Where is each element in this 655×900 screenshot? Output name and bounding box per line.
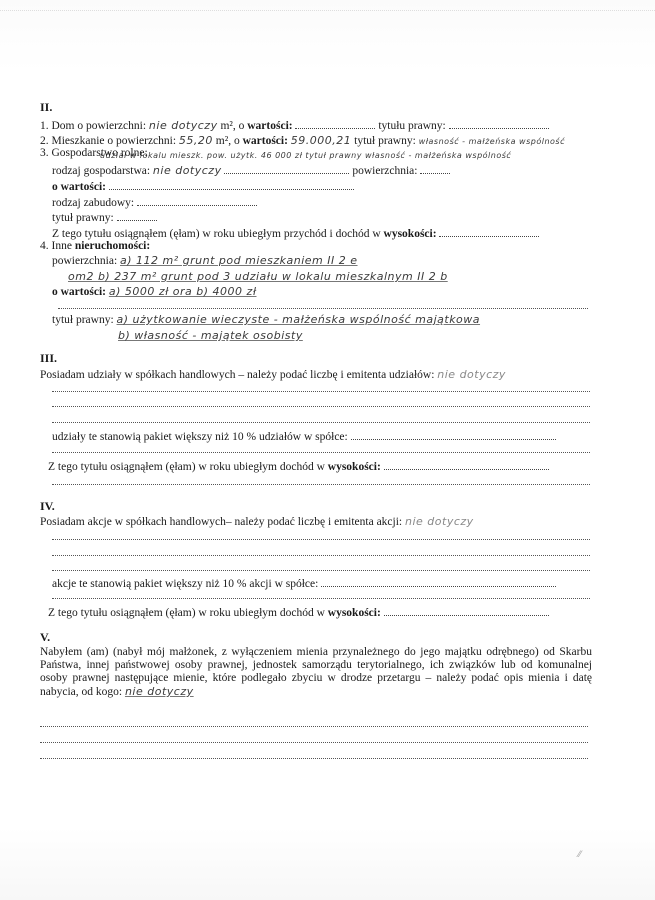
farm-type-line xyxy=(52,163,450,178)
other-title-line-2 xyxy=(118,329,303,343)
farm-label: 3. Gospodarstwo rolne: xyxy=(40,147,148,159)
shares-income-line xyxy=(48,459,549,474)
farm-type-label: rodzaj gospodarstwa: xyxy=(52,165,151,177)
apartment-area-handwritten: 55,20 xyxy=(178,134,213,147)
farm-type-field xyxy=(224,163,349,174)
other-area-handwritten-2: om2 b) 237 m² grunt pod 3 udziału w lokalu mieszkalnym II 2 b xyxy=(68,270,448,283)
apartment-note-handwritten: udział w lokalu mieszk. pow. użytk. 46 000 zł tytuł prawny własność - małżeńska wspólność xyxy=(100,151,512,160)
farm-income-field xyxy=(439,226,539,237)
acquired-rule-3 xyxy=(40,758,588,759)
acquired-property-paragraph xyxy=(40,646,592,699)
shares-packet-field xyxy=(351,429,556,440)
apartment-value-label: wartości: xyxy=(242,135,288,147)
shares-line xyxy=(40,368,506,382)
other-area-line xyxy=(52,254,358,268)
other-area-handwritten: a) 112 m² grunt pod mieszkaniem II 2 e xyxy=(120,254,358,267)
shares-income-bold: wysokości: xyxy=(327,461,381,473)
shares-text: Posiadam udziały w spółkach handlowych – należy podać liczbę i emitenta udziałów: xyxy=(40,369,435,381)
farm-value-field xyxy=(109,179,354,190)
stocks-income-text: Z tego tytułu osiągnąłem (ęłam) w roku ubiegłym dochód w xyxy=(48,607,325,619)
shares-packet-text: udziały te stanowią pakiet większy niż 10 % udziałów w spółce: xyxy=(52,431,348,443)
apartment-title-handwritten: własność - małżeńska wspólność xyxy=(418,137,565,146)
stocks-rule-4 xyxy=(52,598,590,599)
apartment-label: 2. Mieszkanie o powierzchni: xyxy=(40,135,177,147)
house-value-label: wartości: xyxy=(247,120,293,132)
section-iii-heading: III. xyxy=(40,351,58,365)
acquired-rule-2 xyxy=(40,742,588,743)
other-property-line xyxy=(40,240,150,253)
other-blank-rule xyxy=(58,308,588,309)
house-area-handwritten: nie dotyczy xyxy=(148,119,218,132)
farm-income-bold: wysokości: xyxy=(383,228,437,240)
apartment-extra-note xyxy=(100,149,511,162)
apartment-line xyxy=(40,134,565,148)
section-ii-heading: II. xyxy=(40,100,53,114)
other-title-handwritten-2: b) własność - majątek osobisty xyxy=(118,329,303,342)
stocks-line xyxy=(40,515,474,529)
apartment-value-handwritten: 59.000,21 xyxy=(290,134,352,147)
scan-mark: ⁄⁄ xyxy=(578,850,582,860)
farm-income-line xyxy=(52,226,539,241)
house-unit: m², o xyxy=(220,120,245,132)
acquired-property-handwritten: nie dotyczy xyxy=(124,685,194,698)
farm-area-label: powierzchnia: xyxy=(352,165,418,177)
farm-building-line xyxy=(52,195,257,210)
stocks-text: Posiadam akcje w spółkach handlowych– należy podać liczbę i emitenta akcji: xyxy=(40,516,403,528)
stocks-rule-3 xyxy=(52,570,590,571)
farm-title-label: tytuł prawny: xyxy=(52,212,114,224)
shares-rule-2 xyxy=(52,406,590,407)
section-iv-heading: IV. xyxy=(40,499,55,513)
farm-title-field xyxy=(117,210,157,221)
stocks-packet-line xyxy=(52,576,556,591)
stocks-income-field xyxy=(384,605,549,616)
farm-area-field xyxy=(420,163,450,174)
stocks-packet-text: akcje te stanowią pakiet większy niż 10 % akcji w spółce: xyxy=(52,578,319,590)
house-label: 1. Dom o powierzchni: xyxy=(40,120,147,132)
other-title-label: tytuł prawny: xyxy=(52,314,114,326)
shares-rule-4 xyxy=(52,452,590,453)
other-property-label: 4. Inne xyxy=(40,240,72,252)
other-property-bold: nieruchomości: xyxy=(74,240,151,252)
shares-rule-1 xyxy=(52,391,590,392)
acquired-property-text: Nabyłem (am) (nabył mój małżonek, z wyłączeniem mienia przynależnego do jego majątku odrębnego) od Skarbu Państwa, innej państwowej osoby prawnej, jednostek samorządu terytorialnego, ich związków lub od komunalnej osoby prawnej następujące mienie, które podlegało zbyciu w drodze przetargu – należy podać opis mienia i datę nabycia, od kogo: xyxy=(40,646,592,698)
other-area-line-2 xyxy=(68,270,448,284)
shares-packet-line xyxy=(52,429,556,444)
stocks-income-line xyxy=(48,605,549,620)
other-title-handwritten: a) użytkowanie wieczyste - małżeńska wspólność majątkowa xyxy=(116,313,481,326)
stocks-rule-2 xyxy=(52,555,590,556)
other-area-label: powierzchnia: xyxy=(52,255,118,267)
other-value-handwritten: a) 5000 zł ora b) 4000 zł xyxy=(108,285,257,298)
stocks-packet-field xyxy=(321,576,556,587)
farm-income-text: Z tego tytułu osiągnąłem (ęłam) w roku ubiegłym przychód i dochód w xyxy=(52,228,381,240)
house-title-label: tytułu prawny: xyxy=(378,120,446,132)
stocks-rule-1 xyxy=(52,539,590,540)
shares-handwritten: nie dotyczy xyxy=(437,368,506,381)
house-title-field xyxy=(449,118,549,129)
shares-income-field xyxy=(384,459,549,470)
farm-title-line xyxy=(52,210,157,225)
apartment-title-label: tytuł prawny: xyxy=(354,135,416,147)
apartment-unit: m², o xyxy=(215,135,240,147)
shares-rule-3 xyxy=(52,422,590,423)
farm-value-line xyxy=(52,179,354,194)
stocks-handwritten: nie dotyczy xyxy=(405,515,474,528)
house-line xyxy=(40,118,549,133)
stocks-income-bold: wysokości: xyxy=(327,607,381,619)
farm-line xyxy=(40,147,148,160)
farm-value-label: o wartości: xyxy=(52,181,106,193)
house-value-field xyxy=(295,118,375,129)
farm-building-field xyxy=(137,195,257,206)
farm-type-handwritten: nie dotyczy xyxy=(152,164,222,177)
other-value-line xyxy=(52,285,256,299)
farm-building-label: rodzaj zabudowy: xyxy=(52,197,135,209)
section-v-heading: V. xyxy=(40,630,51,644)
shares-income-text: Z tego tytułu osiągnąłem (ęłam) w roku ubiegłym dochód w xyxy=(48,461,325,473)
acquired-rule-1 xyxy=(40,726,588,727)
scan-edge xyxy=(0,0,655,11)
other-value-label: o wartości: xyxy=(52,286,106,298)
shares-rule-5 xyxy=(52,484,590,485)
other-title-line xyxy=(52,313,480,327)
